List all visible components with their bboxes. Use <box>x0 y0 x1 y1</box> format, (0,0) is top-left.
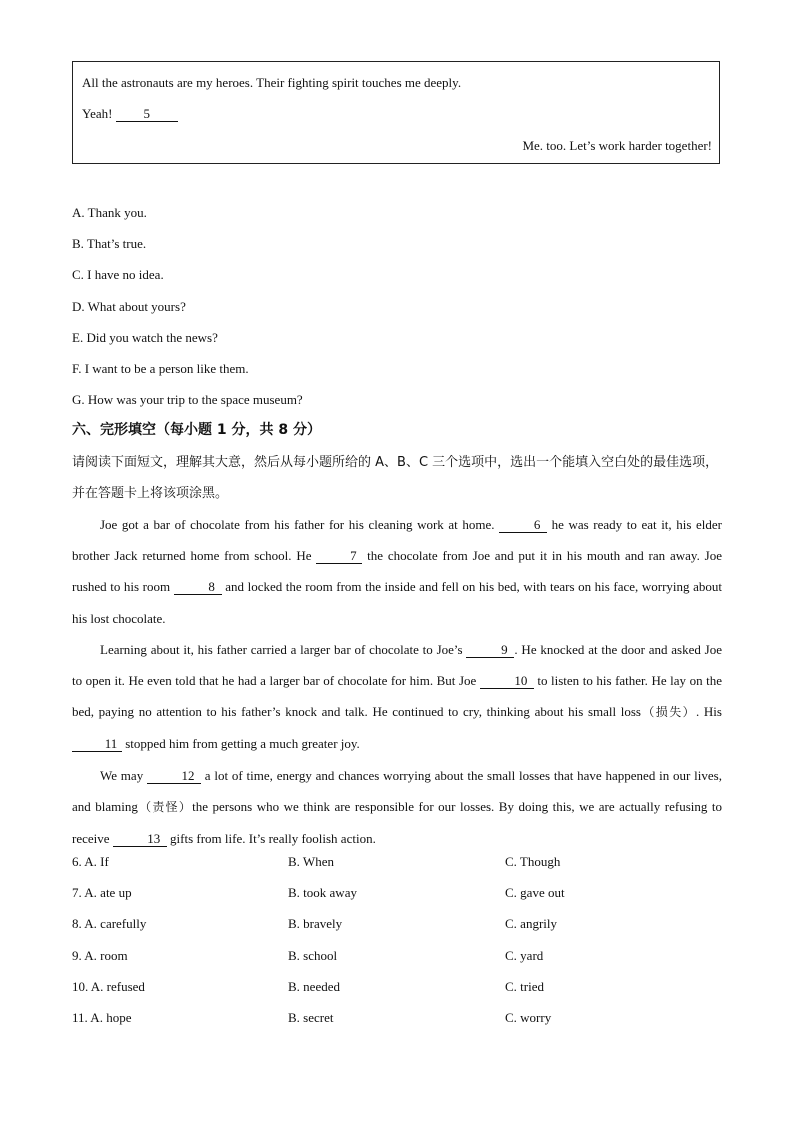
section-title: 六、完形填空（每小题 1 分，共 8 分） <box>72 422 321 438</box>
choice-b: B. needed <box>288 978 340 994</box>
option-g: G. How was your trip to the space museum? <box>72 392 303 408</box>
section-instruction: 请阅读下面短文，理解其大意，然后从每小题所给的 A、B、C 三个选项中，选出一个能填入空白处的最佳选项，并在答题卡上将该项涂黑。 <box>72 455 719 501</box>
passage-text: the persons who we think are responsible for our losses. By doing this, we are actually refusing to receive <box>72 798 722 847</box>
passage-text: stopped him from getting a much greater joy. <box>122 736 360 752</box>
option-list <box>72 204 303 422</box>
passage-text: to listen to his father. He lay on the bed, paying no attention to his father’s knock and talk. He continued to cry, thinking about his small loss <box>72 673 722 720</box>
blank-6: 6 <box>499 518 547 533</box>
passage-text: the chocolate from Joe and put it in his mouth and ran away. Joe rushed to his room <box>72 548 722 595</box>
choice-c: C. worry <box>505 1009 552 1025</box>
blank-8: 8 <box>174 580 222 595</box>
choice-a: 9. A. room <box>72 947 128 963</box>
blank-13: 13 <box>113 832 167 847</box>
choice-a: 10. A. refused <box>72 978 145 994</box>
dialog-line-2 <box>82 106 178 122</box>
question-row-9 <box>72 947 722 978</box>
choice-b: B. took away <box>288 885 357 901</box>
chinese-gloss: （责怪） <box>137 799 193 814</box>
passage-text: a lot of time, energy and chances worrying about the small losses that have happened in our lives, and blaming <box>72 767 722 814</box>
passage-text: . His <box>696 704 722 720</box>
option-b: B. That’s true. <box>72 236 147 252</box>
choice-a: 11. A. hope <box>72 1009 132 1025</box>
passage-text: Learning about it, his father carried a larger bar of chocolate to Joe’s <box>100 641 467 657</box>
dialog-line-1: All the astronauts are my heroes. Their fighting spirit touches me deeply. <box>82 75 462 90</box>
passage-text: We may <box>100 767 147 783</box>
option-f: F. I want to be a person like them. <box>72 360 249 376</box>
passage-text: . He knocked at the door and asked Joe to open it. He even told that he had a larger bar of chocolate for him. But Joe <box>72 641 722 689</box>
choice-a: 8. A. carefully <box>72 916 147 932</box>
choice-b: B. school <box>288 947 338 963</box>
dialog-line-2-text: Yeah! <box>82 106 116 121</box>
passage-text: he was ready to eat it, his elder brother Jack returned home from school. He <box>72 517 722 564</box>
blank-9: 9 <box>466 643 514 658</box>
choice-b: B. secret <box>288 1009 334 1025</box>
passage-paragraph-2 <box>72 634 722 760</box>
option-d: D. What about yours? <box>72 298 186 314</box>
option-e: E. Did you watch the news? <box>72 329 218 345</box>
choice-c: C. angrily <box>505 916 557 932</box>
choice-a: 7. A. ate up <box>72 885 132 901</box>
choice-b: B. bravely <box>288 916 343 932</box>
question-row-7 <box>72 884 722 915</box>
answer-choices <box>72 853 722 1040</box>
blank-11: 11 <box>72 737 122 752</box>
blank-7: 7 <box>316 549 362 564</box>
passage-paragraph-1 <box>72 509 722 634</box>
passage-text: and locked the room from the inside and fell on his bed, with tears on his face, worrying about his lost chocolate. <box>72 579 722 626</box>
cloze-passage <box>72 509 722 854</box>
blank-5: 5 <box>116 107 178 122</box>
option-c: C. I have no idea. <box>72 267 164 283</box>
question-row-8 <box>72 915 722 946</box>
choice-b: B. When <box>288 854 334 869</box>
choice-c: C. gave out <box>505 885 565 901</box>
chinese-gloss: （损失） <box>641 705 697 720</box>
passage-text: Joe got a bar of chocolate from his father for his cleaning work at home. <box>100 517 500 532</box>
question-row-10 <box>72 978 722 1009</box>
question-row-11 <box>72 1009 722 1040</box>
passage-text: gifts from life. It’s really foolish action. <box>166 831 376 847</box>
passage-paragraph-3 <box>72 760 722 855</box>
dialog-line-3: Me. too. Let’s work harder together! <box>522 138 712 153</box>
blank-12: 12 <box>147 769 201 784</box>
question-row-6 <box>72 853 722 884</box>
choice-c: C. yard <box>505 947 544 963</box>
dialog-box <box>72 61 720 164</box>
option-a: A. Thank you. <box>72 205 147 220</box>
choice-a: 6. A. If <box>72 854 109 869</box>
blank-10: 10 <box>480 674 534 689</box>
choice-c: C. tried <box>505 978 544 994</box>
choice-c: C. Though <box>505 854 561 869</box>
